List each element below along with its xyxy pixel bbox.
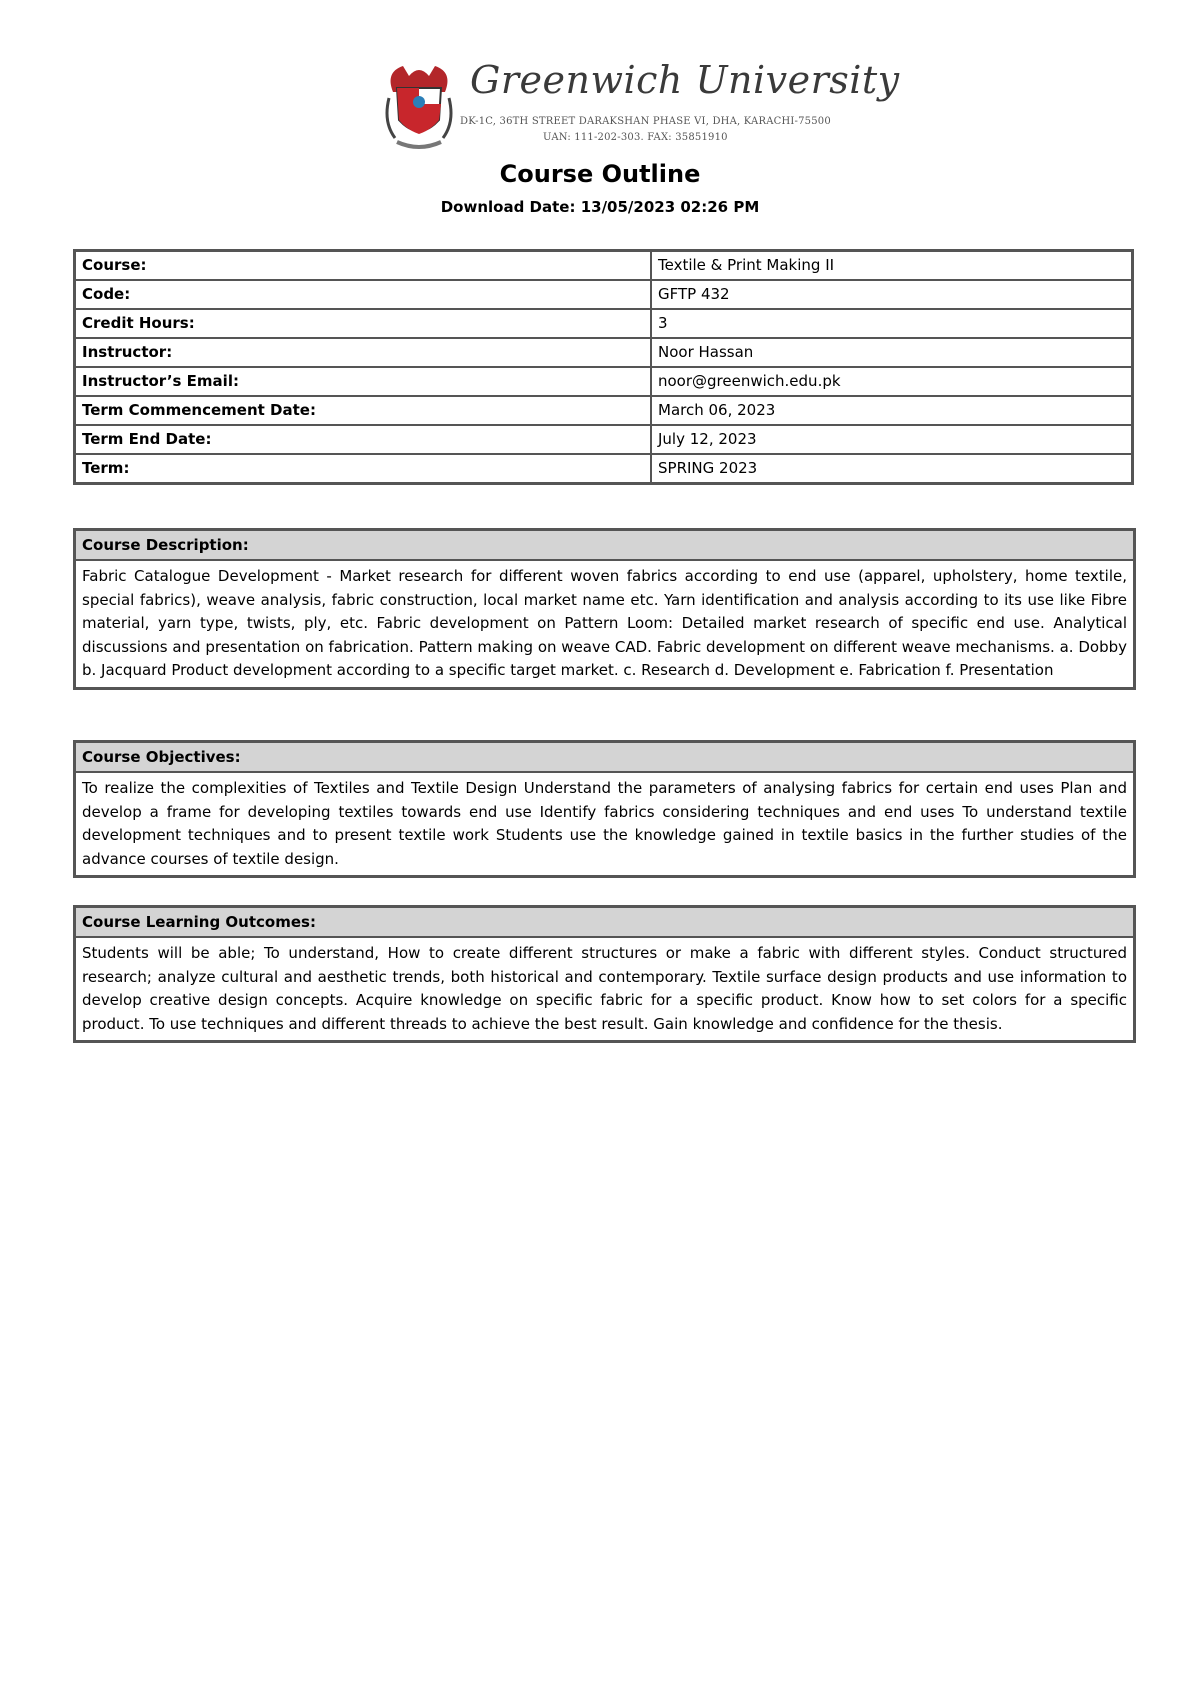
term-label: Term:: [75, 454, 652, 484]
course-objectives-section: [73, 740, 1136, 878]
term-commencement-value: March 06, 2023: [651, 396, 1133, 425]
university-crest-icon: [383, 62, 455, 150]
term-value: SPRING 2023: [651, 454, 1133, 484]
instructor-value: Noor Hassan: [651, 338, 1133, 367]
table-row: [75, 454, 1133, 484]
course-description-heading: Course Description:: [76, 531, 1133, 561]
page-title: Course Outline: [499, 160, 701, 188]
course-outcomes-text: Students will be able; To understand, How to create different structures or make a fabric with different styles. Conduct structured research; analyze cultural and aesthetic trends, both historical and contemporary. Textile surface design products and use information to develop creative design concepts. Acquire knowledge on specific fabric for a specific product. Know how to set colors for a specific product. To use techniques and different threads to achieve the best result. Gain knowledge and confidence for the thesis.: [82, 944, 1127, 1033]
table-row: [75, 338, 1133, 367]
course-objectives-text: To realize the complexities of Textiles and Textile Design Understand the parameters of analysing fabrics for certain end uses Plan and develop a frame for developing textiles towards end use Identify fabrics considering techniques and end uses To understand textile development techniques and to present textile work Students use the knowledge gained in textile basics in the further studies of the advance courses of textile design.: [82, 779, 1127, 868]
course-label: Course:: [75, 251, 652, 281]
course-description-text: Fabric Catalogue Development - Market research for different woven fabrics according to end use (apparel, upholstery, home textile, special fabrics), weave analysis, fabric construction, local market name etc. Yarn identification and analysis according to its use like Fibre material, yarn type, twists, ply, etc. Fabric development on Pattern Loom: Detailed market research of specific end use. Analytical discussions and presentation on fabrication. Pattern making on weave CAD. Fabric development on different weave mechanisms. a. Dobby b. Jacquard Product development according to a specific target market. c. Research d. Development e. Fabrication f. Presentation: [82, 567, 1127, 679]
instructor-email-value: noor@greenwich.edu.pk: [651, 367, 1133, 396]
term-commencement-label: Term Commencement Date:: [75, 396, 652, 425]
course-objectives-heading: Course Objectives:: [76, 743, 1133, 773]
instructor-label: Instructor:: [75, 338, 652, 367]
table-row: [75, 280, 1133, 309]
table-row: [75, 251, 1133, 281]
instructor-email-label: Instructor’s Email:: [75, 367, 652, 396]
table-row: [75, 396, 1133, 425]
course-description-section: [73, 528, 1136, 690]
code-value: GFTP 432: [651, 280, 1133, 309]
course-outcomes-heading: Course Learning Outcomes:: [76, 908, 1133, 938]
term-end-value: July 12, 2023: [651, 425, 1133, 454]
course-value: Textile & Print Making II: [651, 251, 1133, 281]
university-address: DK-1C, 36TH STREET DARAKSHAN PHASE VI, DHA, KARACHI-75500: [460, 116, 831, 127]
credit-hours-value: 3: [651, 309, 1133, 338]
course-outcomes-section: [73, 905, 1136, 1043]
download-date: Download Date: 13/05/2023 02:26 PM: [440, 198, 760, 216]
term-end-label: Term End Date:: [75, 425, 652, 454]
table-row: [75, 425, 1133, 454]
code-label: Code:: [75, 280, 652, 309]
university-name: Greenwich University: [470, 58, 900, 102]
letterhead: [0, 58, 1200, 158]
course-info-table: [73, 249, 1134, 485]
credit-hours-label: Credit Hours:: [75, 309, 652, 338]
table-row: [75, 367, 1133, 396]
table-row: [75, 309, 1133, 338]
university-contact: UAN: 111-202-303. FAX: 35851910: [543, 132, 728, 143]
